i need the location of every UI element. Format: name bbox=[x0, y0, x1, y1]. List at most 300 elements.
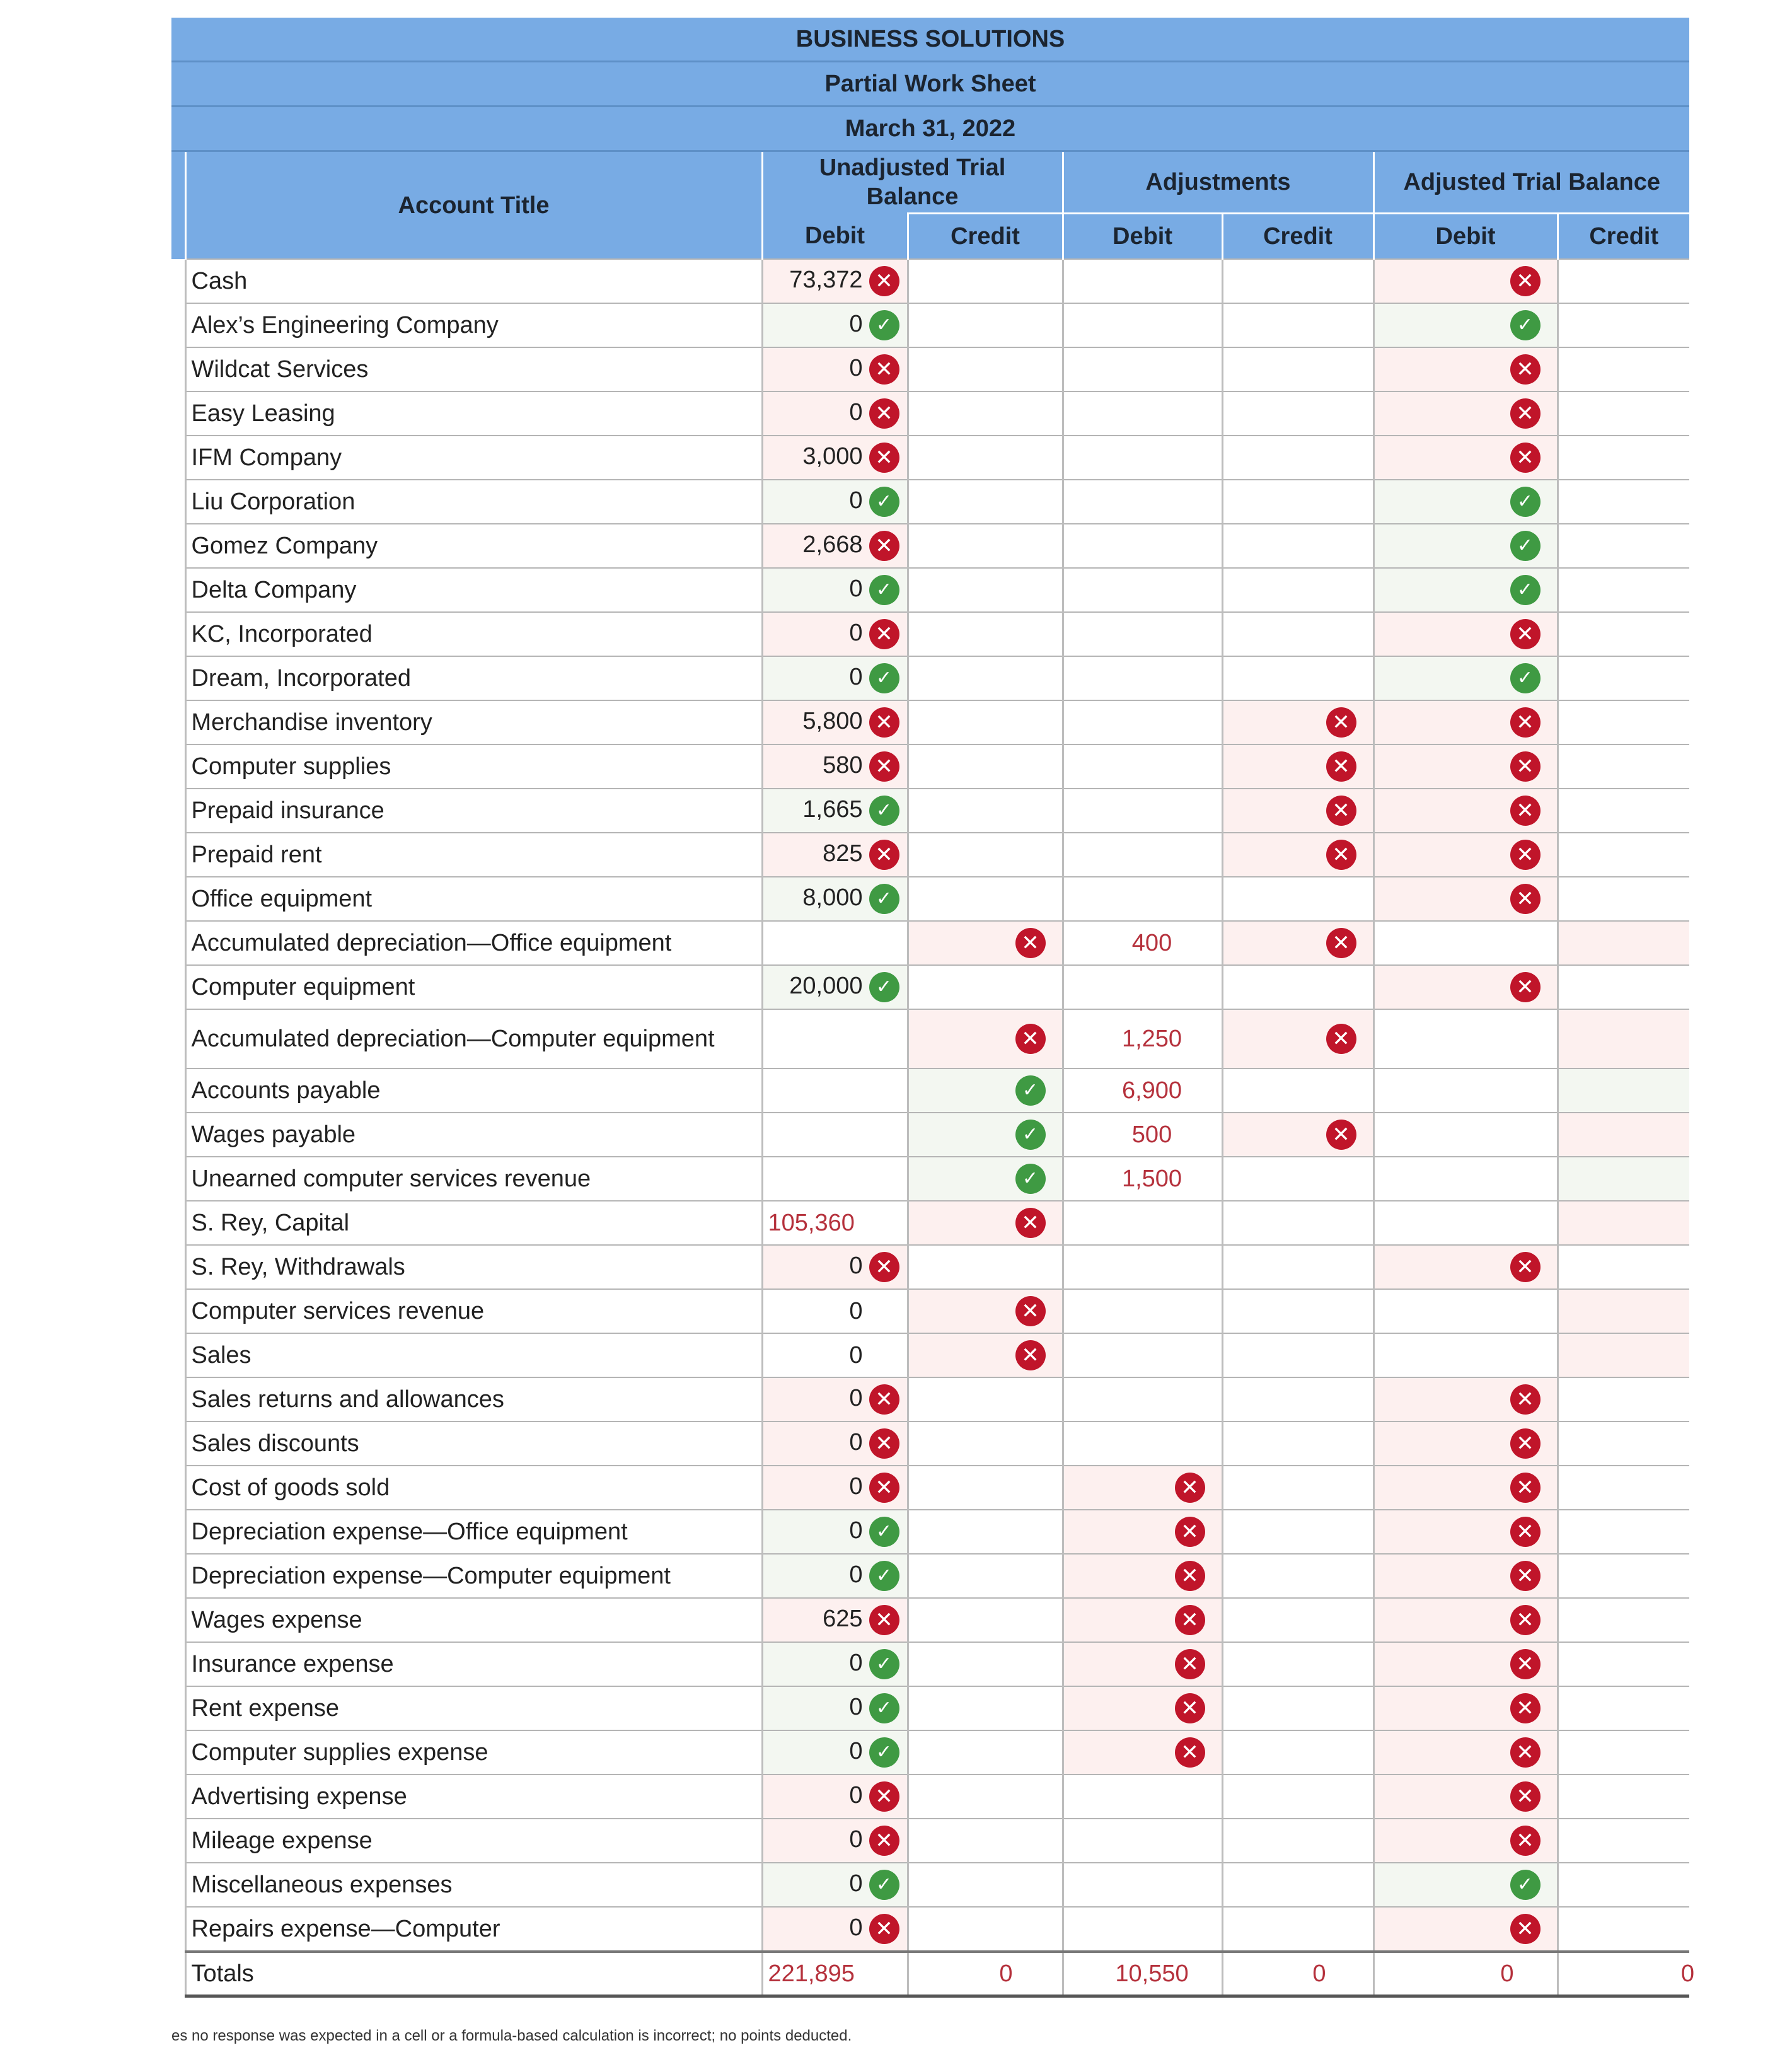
account-name: Computer services revenue bbox=[191, 1298, 485, 1324]
account-name: Sales bbox=[191, 1342, 251, 1369]
adj-credit-input[interactable] bbox=[1222, 480, 1373, 524]
check-circle-icon: ✓ bbox=[1015, 1164, 1046, 1194]
adjustments-credit-header: Credit bbox=[1222, 214, 1373, 260]
row-gutter bbox=[171, 1333, 185, 1377]
adj-debit-input[interactable] bbox=[1063, 1113, 1222, 1157]
adj-credit-input[interactable] bbox=[1222, 391, 1373, 436]
adj-debit-input[interactable] bbox=[1063, 391, 1222, 436]
adj-debit-input[interactable] bbox=[1063, 1775, 1222, 1819]
adj-debit-input[interactable] bbox=[1063, 1686, 1222, 1730]
unadj-debit-value: 0 bbox=[849, 399, 863, 426]
unadj-debit-value: 0 bbox=[849, 664, 863, 691]
adj-credit-input[interactable] bbox=[1222, 1775, 1373, 1819]
unadj-credit-input[interactable] bbox=[908, 568, 1063, 612]
unadj-debit-input[interactable] bbox=[762, 1819, 908, 1863]
at-debit-input[interactable] bbox=[1373, 1686, 1558, 1730]
row-gutter bbox=[171, 1466, 185, 1510]
at-credit-input[interactable] bbox=[1558, 391, 1689, 436]
adj-credit-input[interactable] bbox=[1222, 1201, 1373, 1245]
adj-debit-input[interactable] bbox=[1063, 1009, 1222, 1068]
adj-credit-input[interactable] bbox=[1222, 1510, 1373, 1554]
at-credit-input[interactable] bbox=[1558, 877, 1689, 921]
at-debit-input[interactable] bbox=[1373, 833, 1558, 877]
adj-credit-input[interactable] bbox=[1222, 744, 1373, 789]
unadj-credit-input[interactable] bbox=[908, 259, 1063, 303]
unadj-debit-input[interactable] bbox=[762, 744, 908, 789]
unadj-credit-input[interactable] bbox=[908, 1333, 1063, 1377]
at-credit-input[interactable] bbox=[1558, 1863, 1689, 1907]
account-name: Prepaid rent bbox=[191, 842, 322, 868]
at-debit-input[interactable] bbox=[1373, 1289, 1558, 1333]
x-circle-icon: ✕ bbox=[869, 840, 899, 870]
table-row bbox=[171, 436, 1689, 480]
adj-credit-input[interactable] bbox=[1222, 1157, 1373, 1201]
at-debit-input[interactable] bbox=[1373, 700, 1558, 744]
adj-credit-input[interactable] bbox=[1222, 1730, 1373, 1775]
unadj-debit-input[interactable] bbox=[762, 700, 908, 744]
unadj-debit-input[interactable] bbox=[762, 303, 908, 347]
adj-debit-input[interactable] bbox=[1063, 524, 1222, 568]
at-credit-input[interactable] bbox=[1558, 303, 1689, 347]
unadjusted-credit-header: Credit bbox=[908, 214, 1063, 260]
at-credit-input[interactable] bbox=[1558, 965, 1689, 1009]
unadj-debit-value: 0 bbox=[849, 576, 863, 603]
adj-credit-input[interactable] bbox=[1222, 1598, 1373, 1642]
at-debit-input[interactable] bbox=[1373, 1333, 1558, 1377]
at-debit-input[interactable] bbox=[1373, 1157, 1558, 1201]
x-circle-icon: ✕ bbox=[1326, 707, 1356, 738]
unadj-credit-input[interactable] bbox=[908, 1157, 1063, 1201]
account-name: KC, Incorporated bbox=[191, 621, 373, 647]
adj-credit-input[interactable] bbox=[1222, 1421, 1373, 1466]
adj-credit-input[interactable] bbox=[1222, 1289, 1373, 1333]
unadj-debit-value: 1,665 bbox=[802, 796, 863, 823]
check-circle-icon: ✓ bbox=[1510, 575, 1541, 605]
adj-credit-input[interactable] bbox=[1222, 524, 1373, 568]
at-debit-input[interactable] bbox=[1373, 480, 1558, 524]
unadj-credit-input[interactable] bbox=[908, 921, 1063, 965]
adj-debit-input[interactable] bbox=[1063, 259, 1222, 303]
unadj-debit-input[interactable] bbox=[762, 259, 908, 303]
unadj-credit-input[interactable] bbox=[908, 1686, 1063, 1730]
check-circle-icon: ✓ bbox=[869, 575, 899, 605]
unadj-credit-total: 0 bbox=[908, 1952, 1063, 1996]
at-credit-input[interactable] bbox=[1558, 833, 1689, 877]
adj-debit-input[interactable] bbox=[1063, 1863, 1222, 1907]
adj-debit-input[interactable] bbox=[1063, 1466, 1222, 1510]
at-debit-input[interactable] bbox=[1373, 744, 1558, 789]
adj-credit-input[interactable] bbox=[1222, 1009, 1373, 1068]
at-debit-input[interactable] bbox=[1373, 1510, 1558, 1554]
at-debit-input[interactable] bbox=[1373, 877, 1558, 921]
at-debit-input[interactable] bbox=[1373, 1466, 1558, 1510]
adjustments-debit-header: Debit bbox=[1063, 214, 1222, 260]
adj-debit-input[interactable] bbox=[1063, 877, 1222, 921]
adj-debit-input[interactable] bbox=[1063, 568, 1222, 612]
unadj-debit-input[interactable] bbox=[762, 1009, 908, 1068]
adj-credit-input[interactable] bbox=[1222, 347, 1373, 391]
at-credit-input[interactable] bbox=[1558, 1201, 1689, 1245]
table-row bbox=[171, 1466, 1689, 1510]
adj-credit-input[interactable] bbox=[1222, 568, 1373, 612]
unadj-debit-total: 221,895 bbox=[762, 1952, 908, 1996]
adj-debit-input[interactable] bbox=[1063, 1907, 1222, 1952]
unadj-debit-input[interactable] bbox=[762, 1863, 908, 1907]
table-row bbox=[171, 1157, 1689, 1201]
unadj-debit-input[interactable] bbox=[762, 1201, 908, 1245]
account-name: Merchandise inventory bbox=[191, 709, 432, 736]
adj-credit-input[interactable] bbox=[1222, 1642, 1373, 1686]
adj-debit-input[interactable] bbox=[1063, 700, 1222, 744]
unadj-credit-input[interactable] bbox=[908, 1907, 1063, 1952]
account-name: Gomez Company bbox=[191, 533, 378, 559]
at-debit-input[interactable] bbox=[1373, 1730, 1558, 1775]
adj-credit-input[interactable] bbox=[1222, 1554, 1373, 1598]
at-debit-input[interactable] bbox=[1373, 1377, 1558, 1421]
account-title bbox=[185, 1907, 762, 1952]
adj-debit-input[interactable] bbox=[1063, 1377, 1222, 1421]
account-name: Unearned computer services revenue bbox=[191, 1166, 591, 1192]
unadj-debit-input[interactable] bbox=[762, 1554, 908, 1598]
at-credit-input[interactable] bbox=[1558, 1068, 1689, 1113]
adj-credit-input[interactable] bbox=[1222, 700, 1373, 744]
at-debit-input[interactable] bbox=[1373, 921, 1558, 965]
adj-debit-input[interactable] bbox=[1063, 1730, 1222, 1775]
adj-credit-input[interactable] bbox=[1222, 1819, 1373, 1863]
row-gutter bbox=[171, 1421, 185, 1466]
at-debit-input[interactable] bbox=[1373, 1113, 1558, 1157]
unadj-credit-input[interactable] bbox=[908, 1421, 1063, 1466]
adj-debit-input[interactable] bbox=[1063, 1157, 1222, 1201]
adj-credit-input[interactable] bbox=[1222, 789, 1373, 833]
at-debit-input[interactable] bbox=[1373, 656, 1558, 700]
at-credit-input[interactable] bbox=[1558, 1245, 1689, 1289]
at-credit-input[interactable] bbox=[1558, 700, 1689, 744]
adj-debit-input[interactable] bbox=[1063, 1510, 1222, 1554]
adj-debit-input[interactable] bbox=[1063, 1068, 1222, 1113]
unadj-debit-value: 2,668 bbox=[802, 531, 863, 559]
unadj-credit-input[interactable] bbox=[908, 1863, 1063, 1907]
unadj-debit-input[interactable] bbox=[762, 833, 908, 877]
unadj-credit-input[interactable] bbox=[908, 1819, 1063, 1863]
account-name: Depreciation expense—Office equipment bbox=[191, 1519, 628, 1545]
unadj-debit-input[interactable] bbox=[762, 1466, 908, 1510]
at-credit-input[interactable] bbox=[1558, 1907, 1689, 1952]
account-title bbox=[185, 833, 762, 877]
adj-debit-input[interactable] bbox=[1063, 1421, 1222, 1466]
adj-credit-input[interactable] bbox=[1222, 1333, 1373, 1377]
unadj-credit-input[interactable] bbox=[908, 789, 1063, 833]
adj-credit-input[interactable] bbox=[1222, 259, 1373, 303]
unadj-credit-input[interactable] bbox=[908, 524, 1063, 568]
at-debit-input[interactable] bbox=[1373, 1775, 1558, 1819]
adj-credit-input[interactable] bbox=[1222, 436, 1373, 480]
unadj-credit-input[interactable] bbox=[908, 1009, 1063, 1068]
unadj-debit-input[interactable] bbox=[762, 965, 908, 1009]
adj-debit-value: 1,500 bbox=[1121, 1165, 1182, 1192]
at-debit-input[interactable] bbox=[1373, 1642, 1558, 1686]
row-gutter bbox=[171, 1157, 185, 1201]
unadj-credit-input[interactable] bbox=[908, 877, 1063, 921]
adj-debit-input[interactable] bbox=[1063, 744, 1222, 789]
unadj-credit-input[interactable] bbox=[908, 436, 1063, 480]
at-debit-input[interactable] bbox=[1373, 1421, 1558, 1466]
x-circle-icon: ✕ bbox=[1326, 840, 1356, 870]
adj-credit-input[interactable] bbox=[1222, 965, 1373, 1009]
account-name: Computer equipment bbox=[191, 974, 415, 1000]
at-credit-input[interactable] bbox=[1558, 1819, 1689, 1863]
unadj-credit-input[interactable] bbox=[908, 347, 1063, 391]
unadj-credit-input[interactable] bbox=[908, 1775, 1063, 1819]
unadj-debit-input[interactable] bbox=[762, 436, 908, 480]
adj-debit-input[interactable] bbox=[1063, 1333, 1222, 1377]
unadj-debit-input[interactable] bbox=[762, 1068, 908, 1113]
unadj-credit-input[interactable] bbox=[908, 656, 1063, 700]
unadj-credit-input[interactable] bbox=[908, 1113, 1063, 1157]
at-debit-input[interactable] bbox=[1373, 1554, 1558, 1598]
at-debit-input[interactable] bbox=[1373, 1068, 1558, 1113]
adj-debit-input[interactable] bbox=[1063, 1819, 1222, 1863]
row-gutter bbox=[171, 1730, 185, 1775]
unadj-debit-input[interactable] bbox=[762, 1730, 908, 1775]
adj-credit-input[interactable] bbox=[1222, 1245, 1373, 1289]
adj-debit-input[interactable] bbox=[1063, 921, 1222, 965]
unadj-debit-input[interactable] bbox=[762, 1907, 908, 1952]
at-debit-input[interactable] bbox=[1373, 568, 1558, 612]
row-gutter bbox=[171, 1952, 185, 1996]
unadj-debit-input[interactable] bbox=[762, 347, 908, 391]
table-row bbox=[171, 568, 1689, 612]
check-circle-icon: ✓ bbox=[869, 663, 899, 693]
at-debit-input[interactable] bbox=[1373, 1863, 1558, 1907]
x-circle-icon: ✕ bbox=[869, 1781, 899, 1812]
at-credit-input[interactable] bbox=[1558, 789, 1689, 833]
unadj-debit-input[interactable] bbox=[762, 921, 908, 965]
at-credit-input[interactable] bbox=[1558, 1598, 1689, 1642]
adj-debit-input[interactable] bbox=[1063, 1201, 1222, 1245]
adj-credit-input[interactable] bbox=[1222, 1907, 1373, 1952]
table-row bbox=[171, 1819, 1689, 1863]
at-credit-input[interactable] bbox=[1558, 1113, 1689, 1157]
at-debit-input[interactable] bbox=[1373, 391, 1558, 436]
adj-debit-input[interactable] bbox=[1063, 347, 1222, 391]
account-title bbox=[185, 789, 762, 833]
at-credit-input[interactable] bbox=[1558, 347, 1689, 391]
unadj-credit-input[interactable] bbox=[908, 1642, 1063, 1686]
unadj-credit-input[interactable] bbox=[908, 303, 1063, 347]
unadj-debit-input[interactable] bbox=[762, 1377, 908, 1421]
adj-credit-input[interactable] bbox=[1222, 1068, 1373, 1113]
at-debit-input[interactable] bbox=[1373, 303, 1558, 347]
adj-debit-input[interactable] bbox=[1063, 303, 1222, 347]
adj-credit-input[interactable] bbox=[1222, 877, 1373, 921]
unadj-debit-input[interactable] bbox=[762, 1157, 908, 1201]
table-row bbox=[171, 391, 1689, 436]
unadj-debit-input[interactable] bbox=[762, 612, 908, 656]
adj-credit-input[interactable] bbox=[1222, 921, 1373, 965]
row-gutter bbox=[171, 921, 185, 965]
unadj-credit-input[interactable] bbox=[908, 833, 1063, 877]
x-circle-icon: ✕ bbox=[1175, 1737, 1205, 1768]
account-title bbox=[185, 1377, 762, 1421]
at-credit-input[interactable] bbox=[1558, 1157, 1689, 1201]
unadj-debit-value: 0 bbox=[849, 620, 863, 647]
at-debit-input[interactable] bbox=[1373, 259, 1558, 303]
at-credit-input[interactable] bbox=[1558, 259, 1689, 303]
account-title bbox=[185, 1686, 762, 1730]
table-row bbox=[171, 480, 1689, 524]
unadj-credit-input[interactable] bbox=[908, 700, 1063, 744]
x-circle-icon: ✕ bbox=[1015, 1024, 1046, 1054]
unadj-credit-input[interactable] bbox=[908, 1201, 1063, 1245]
account-title bbox=[185, 1819, 762, 1863]
adj-debit-input[interactable] bbox=[1063, 1289, 1222, 1333]
adj-credit-input[interactable] bbox=[1222, 833, 1373, 877]
account-title bbox=[185, 1289, 762, 1333]
adj-credit-input[interactable] bbox=[1222, 1863, 1373, 1907]
at-credit-input[interactable] bbox=[1558, 1642, 1689, 1686]
unadj-credit-input[interactable] bbox=[908, 1510, 1063, 1554]
unadj-credit-input[interactable] bbox=[908, 1377, 1063, 1421]
adj-credit-input[interactable] bbox=[1222, 1113, 1373, 1157]
unadj-credit-input[interactable] bbox=[908, 612, 1063, 656]
unadj-credit-input[interactable] bbox=[908, 1245, 1063, 1289]
adj-credit-input[interactable] bbox=[1222, 612, 1373, 656]
adj-debit-input[interactable] bbox=[1063, 1245, 1222, 1289]
unadj-debit-input[interactable] bbox=[762, 1686, 908, 1730]
sheet-title: Partial Work Sheet bbox=[171, 62, 1689, 107]
at-credit-input[interactable] bbox=[1558, 480, 1689, 524]
at-credit-input[interactable] bbox=[1558, 1686, 1689, 1730]
unadj-credit-input[interactable] bbox=[908, 1598, 1063, 1642]
unadj-debit-value: 0 bbox=[849, 1429, 863, 1456]
unadj-debit-input[interactable] bbox=[762, 480, 908, 524]
at-credit-input[interactable] bbox=[1558, 1289, 1689, 1333]
company-name: BUSINESS SOLUTIONS bbox=[171, 18, 1689, 62]
unadj-debit-input[interactable] bbox=[762, 568, 908, 612]
at-debit-input[interactable] bbox=[1373, 612, 1558, 656]
unadj-credit-input[interactable] bbox=[908, 1554, 1063, 1598]
at-credit-input[interactable] bbox=[1558, 1421, 1689, 1466]
adj-debit-input[interactable] bbox=[1063, 833, 1222, 877]
at-credit-input[interactable] bbox=[1558, 1510, 1689, 1554]
at-debit-input[interactable] bbox=[1373, 1907, 1558, 1952]
unadj-debit-input[interactable] bbox=[762, 1289, 908, 1333]
at-credit-input[interactable] bbox=[1558, 1554, 1689, 1598]
unadj-debit-value: 0 bbox=[849, 1826, 863, 1853]
unadj-debit-value: 0 bbox=[849, 1473, 863, 1500]
x-circle-icon: ✕ bbox=[1326, 796, 1356, 826]
unadj-debit-input[interactable] bbox=[762, 1333, 908, 1377]
at-credit-input[interactable] bbox=[1558, 921, 1689, 965]
at-debit-input[interactable] bbox=[1373, 436, 1558, 480]
at-debit-input[interactable] bbox=[1373, 789, 1558, 833]
unadj-debit-value: 0 bbox=[849, 1782, 863, 1809]
adj-debit-input[interactable] bbox=[1063, 656, 1222, 700]
unadj-debit-input[interactable] bbox=[762, 789, 908, 833]
adj-debit-input[interactable] bbox=[1063, 480, 1222, 524]
adj-debit-input[interactable] bbox=[1063, 612, 1222, 656]
adj-credit-input[interactable] bbox=[1222, 303, 1373, 347]
x-circle-icon: ✕ bbox=[1015, 1340, 1046, 1370]
adj-debit-input[interactable] bbox=[1063, 436, 1222, 480]
at-credit-input[interactable] bbox=[1558, 1775, 1689, 1819]
unadj-debit-input[interactable] bbox=[762, 391, 908, 436]
account-name: Cash bbox=[191, 268, 248, 294]
adj-debit-input[interactable] bbox=[1063, 1642, 1222, 1686]
unadj-debit-value: 0 bbox=[849, 487, 863, 514]
x-circle-icon: ✕ bbox=[869, 1252, 899, 1282]
at-credit-input[interactable] bbox=[1558, 1377, 1689, 1421]
at-debit-input[interactable] bbox=[1373, 1819, 1558, 1863]
unadj-credit-input[interactable] bbox=[908, 965, 1063, 1009]
adj-credit-input[interactable] bbox=[1222, 656, 1373, 700]
unadj-debit-input[interactable] bbox=[762, 656, 908, 700]
at-debit-input[interactable] bbox=[1373, 524, 1558, 568]
adj-credit-input[interactable] bbox=[1222, 1377, 1373, 1421]
at-credit-input[interactable] bbox=[1558, 436, 1689, 480]
at-credit-input[interactable] bbox=[1558, 1333, 1689, 1377]
at-credit-input[interactable] bbox=[1558, 1466, 1689, 1510]
at-debit-input[interactable] bbox=[1373, 1598, 1558, 1642]
account-title bbox=[185, 1554, 762, 1598]
unadj-credit-input[interactable] bbox=[908, 744, 1063, 789]
at-credit-input[interactable] bbox=[1558, 744, 1689, 789]
check-circle-icon: ✓ bbox=[869, 972, 899, 1002]
unadj-credit-input[interactable] bbox=[908, 1466, 1063, 1510]
row-gutter bbox=[171, 789, 185, 833]
unadj-debit-input[interactable] bbox=[762, 1113, 908, 1157]
unadj-debit-input[interactable] bbox=[762, 877, 908, 921]
at-debit-input[interactable] bbox=[1373, 1009, 1558, 1068]
unadj-debit-input[interactable] bbox=[762, 1245, 908, 1289]
at-credit-input[interactable] bbox=[1558, 568, 1689, 612]
unadj-debit-input[interactable] bbox=[762, 1775, 908, 1819]
at-credit-input[interactable] bbox=[1558, 524, 1689, 568]
at-debit-input[interactable] bbox=[1373, 347, 1558, 391]
at-credit-input[interactable] bbox=[1558, 1730, 1689, 1775]
unadj-debit-value: 20,000 bbox=[789, 973, 863, 1000]
unadj-debit-value: 0 bbox=[849, 1650, 863, 1677]
adj-credit-input[interactable] bbox=[1222, 1686, 1373, 1730]
adj-debit-input[interactable] bbox=[1063, 789, 1222, 833]
unadj-credit-input[interactable] bbox=[908, 1289, 1063, 1333]
account-name: Sales discounts bbox=[191, 1430, 359, 1457]
unadj-credit-input[interactable] bbox=[908, 391, 1063, 436]
unadj-credit-input[interactable] bbox=[908, 1730, 1063, 1775]
x-circle-icon: ✕ bbox=[1510, 751, 1541, 782]
check-circle-icon: ✓ bbox=[869, 796, 899, 826]
adj-debit-input[interactable] bbox=[1063, 1598, 1222, 1642]
unadj-debit-input[interactable] bbox=[762, 1510, 908, 1554]
adj-credit-input[interactable] bbox=[1222, 1466, 1373, 1510]
adj-debit-input[interactable] bbox=[1063, 1554, 1222, 1598]
unadj-credit-input[interactable] bbox=[908, 1068, 1063, 1113]
unadj-debit-input[interactable] bbox=[762, 1642, 908, 1686]
at-debit-input[interactable] bbox=[1373, 1201, 1558, 1245]
at-credit-input[interactable] bbox=[1558, 612, 1689, 656]
unadj-debit-input[interactable] bbox=[762, 1421, 908, 1466]
x-circle-icon: ✕ bbox=[869, 266, 899, 296]
unadj-debit-input[interactable] bbox=[762, 524, 908, 568]
at-debit-input[interactable] bbox=[1373, 965, 1558, 1009]
unadj-credit-input[interactable] bbox=[908, 480, 1063, 524]
unadj-debit-input[interactable] bbox=[762, 1598, 908, 1642]
at-debit-input[interactable] bbox=[1373, 1245, 1558, 1289]
adj-debit-input[interactable] bbox=[1063, 965, 1222, 1009]
at-credit-input[interactable] bbox=[1558, 1009, 1689, 1068]
at-credit-input[interactable] bbox=[1558, 656, 1689, 700]
